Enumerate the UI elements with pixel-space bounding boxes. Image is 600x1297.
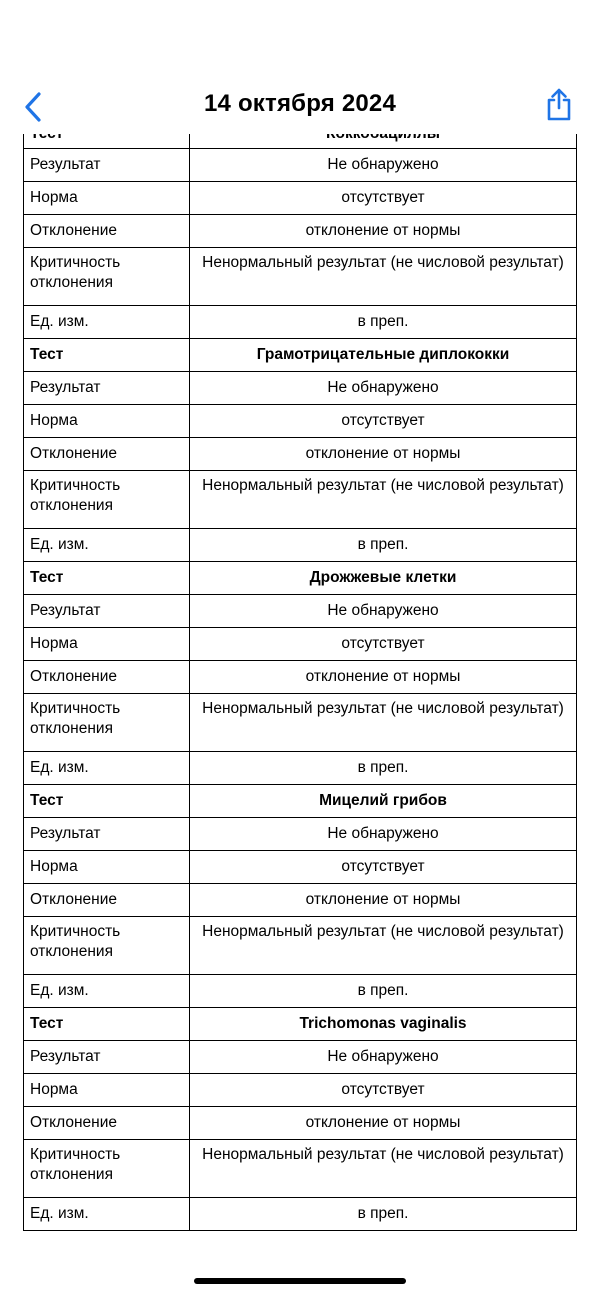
norm-value: отсутствует (190, 1074, 577, 1107)
result-value: Не обнаружено (190, 372, 577, 405)
unit-label: Ед. изм. (24, 1198, 190, 1231)
norm-label: Норма (24, 405, 190, 438)
table-row (24, 785, 577, 818)
norm-value: отсутствует (190, 182, 577, 215)
table-row (24, 917, 577, 975)
share-icon (544, 86, 574, 122)
table-row (24, 1074, 577, 1107)
norm-label: Норма (24, 851, 190, 884)
deviation-value: отклонение от нормы (190, 884, 577, 917)
criticality-value: Ненормальный результат (не числовой результат) (190, 694, 577, 752)
deviation-value: отклонение от нормы (190, 438, 577, 471)
test-name: Грамотрицательные диплококки (190, 339, 577, 372)
table-row (24, 1198, 577, 1231)
norm-label: Норма (24, 628, 190, 661)
table-row (24, 248, 577, 306)
deviation-label: Отклонение (24, 1107, 190, 1140)
table-row (24, 306, 577, 339)
result-value: Не обнаружено (190, 149, 577, 182)
unit-value: в преп. (190, 1198, 577, 1231)
norm-value: отсутствует (190, 405, 577, 438)
table-row (24, 1041, 577, 1074)
result-label: Результат (24, 372, 190, 405)
unit-value: в преп. (190, 975, 577, 1008)
result-value: Не обнаружено (190, 818, 577, 851)
table-row (24, 1008, 577, 1041)
table-row (24, 818, 577, 851)
criticality-label: Критичность отклонения (24, 917, 190, 975)
unit-value: в преп. (190, 306, 577, 339)
norm-value: отсутствует (190, 628, 577, 661)
unit-label: Ед. изм. (24, 529, 190, 562)
criticality-value: Ненормальный результат (не числовой результат) (190, 471, 577, 529)
result-label: Результат (24, 149, 190, 182)
report-document[interactable] (0, 134, 600, 1244)
navigation-bar (0, 80, 600, 134)
result-value: Не обнаружено (190, 595, 577, 628)
test-label: Тест (24, 339, 190, 372)
table-row (24, 752, 577, 785)
table-row (24, 661, 577, 694)
unit-label: Ед. изм. (24, 975, 190, 1008)
criticality-label: Критичность отклонения (24, 1140, 190, 1198)
page-title: 14 октября 2024 (203, 90, 397, 117)
table-row (24, 182, 577, 215)
lab-results-table (23, 119, 577, 1231)
table-row (24, 595, 577, 628)
table-row (24, 694, 577, 752)
test-name: Дрожжевые клетки (190, 562, 577, 595)
table-row (24, 1140, 577, 1198)
table-row (24, 471, 577, 529)
result-label: Результат (24, 595, 190, 628)
norm-label: Норма (24, 1074, 190, 1107)
table-row (24, 529, 577, 562)
criticality-value: Ненормальный результат (не числовой результат) (190, 917, 577, 975)
result-label: Результат (24, 1041, 190, 1074)
test-label: Тест (24, 785, 190, 818)
table-row (24, 339, 577, 372)
criticality-label: Критичность отклонения (24, 248, 190, 306)
test-name: Trichomonas vaginalis (190, 1008, 577, 1041)
criticality-label: Критичность отклонения (24, 694, 190, 752)
table-row (24, 149, 577, 182)
deviation-value: отклонение от нормы (190, 661, 577, 694)
test-name: Мицелий грибов (190, 785, 577, 818)
deviation-value: отклонение от нормы (190, 215, 577, 248)
norm-label: Норма (24, 182, 190, 215)
table-row (24, 1107, 577, 1140)
test-label: Тест (24, 1008, 190, 1041)
criticality-value: Ненормальный результат (не числовой результат) (190, 248, 577, 306)
table-row (24, 628, 577, 661)
deviation-label: Отклонение (24, 215, 190, 248)
deviation-label: Отклонение (24, 438, 190, 471)
share-button[interactable] (544, 86, 574, 122)
table-row (24, 562, 577, 595)
table-row (24, 851, 577, 884)
deviation-label: Отклонение (24, 661, 190, 694)
table-row (24, 438, 577, 471)
test-label: Тест (24, 562, 190, 595)
norm-value: отсутствует (190, 851, 577, 884)
table-row (24, 405, 577, 438)
deviation-label: Отклонение (24, 884, 190, 917)
table-row (24, 372, 577, 405)
criticality-value: Ненормальный результат (не числовой результат) (190, 1140, 577, 1198)
table-row (24, 215, 577, 248)
result-label: Результат (24, 818, 190, 851)
criticality-label: Критичность отклонения (24, 471, 190, 529)
unit-label: Ед. изм. (24, 306, 190, 339)
unit-value: в преп. (190, 529, 577, 562)
unit-value: в преп. (190, 752, 577, 785)
table-row (24, 975, 577, 1008)
unit-label: Ед. изм. (24, 752, 190, 785)
result-value: Не обнаружено (190, 1041, 577, 1074)
home-indicator[interactable] (194, 1278, 406, 1284)
deviation-value: отклонение от нормы (190, 1107, 577, 1140)
table-row (24, 884, 577, 917)
